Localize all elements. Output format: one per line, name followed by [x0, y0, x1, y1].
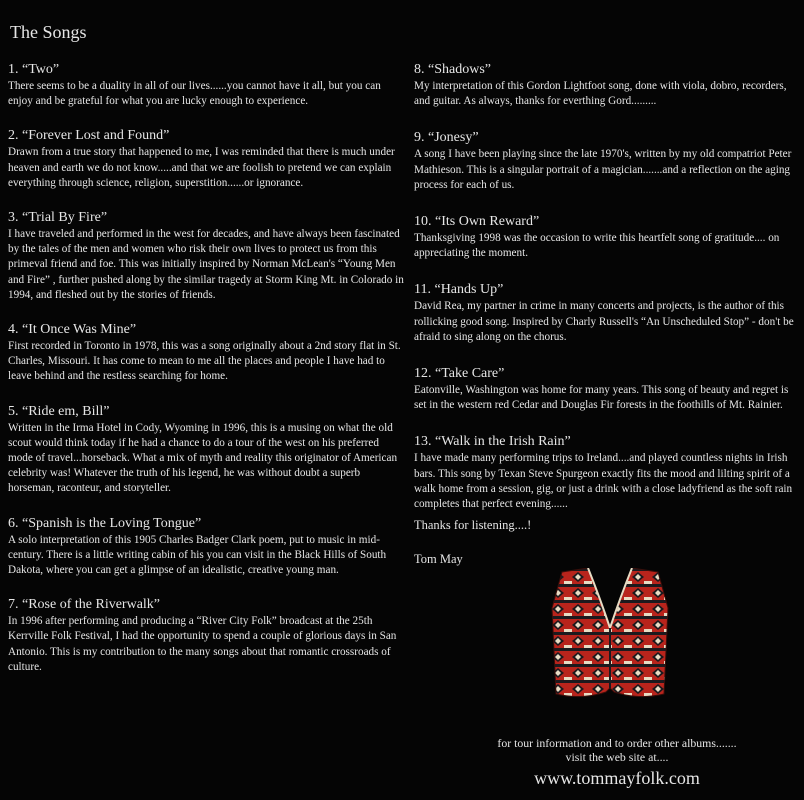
website-link[interactable]: www.tommayfolk.com: [534, 768, 700, 788]
song-description: I have traveled and performed in the west for decades, and have always been fascinated by the tales of the men and women who risk their own lives to protect us from this primeval friend and foe. This was initially inspired by Norman McLean's “Young Men and Fire” , further pushed along by the similar tragedy at Storm King Mt. in Colorado in 1994, and fleshed out by the stories of friends.: [8, 228, 404, 301]
song-item: [414, 282, 800, 345]
song-item: [414, 434, 800, 512]
song-item: [8, 62, 404, 109]
song-title: 6. “Spanish is the Loving Tongue”: [8, 515, 202, 531]
song-title: 3. “Trial By Fire”: [8, 210, 108, 226]
signature: Tom May: [414, 552, 463, 566]
promo-line-2: visit the web site at....: [565, 750, 669, 764]
song-description: I have made many performing trips to Ireland....and played countless nights in Irish bars. This song by Texan Steve Spurgeon exactly fits the mood and lilting spirit of a walk home from a session, gig, or just a drink with a close ladyfriend as the soft rain completes that perfect evening......: [414, 452, 793, 511]
promo-text: [440, 736, 794, 764]
song-title: 4. “It Once Was Mine”: [8, 322, 137, 338]
song-title: 5. “Ride em, Bill”: [8, 403, 110, 419]
song-description: Thanksgiving 1998 was the occasion to write this heartfelt song of gratitude.... on appreciating the moment.: [414, 232, 780, 260]
song-description: David Rea, my partner in crime in many concerts and projects, is the author of this rollicking good song. Inspired by Charly Russell's “An Unscheduled Stop” - don't be afraid to sing along on the chorus.: [414, 300, 794, 343]
songs-column-left: [8, 62, 404, 694]
song-title: 10. “Its Own Reward”: [414, 214, 540, 230]
song-item: [414, 366, 800, 413]
song-description: Written in the Irma Hotel in Cody, Wyoming in 1996, this is a musing on what the old scout would think today if he had a chance to do a tour of the west on his preferred mode of travel...horseback. What a mix of myth and reality this originator of American celebrity was! Whatever the truth of his legend, he was without doubt a superb horseman, raconteur, and storyteller.: [8, 421, 398, 495]
song-item: [8, 404, 404, 497]
song-title: 7. “Rose of the Riverwalk”: [8, 597, 161, 613]
song-title: 9. “Jonesy”: [414, 130, 479, 146]
promo-line-1: for tour information and to order other albums.......: [497, 736, 737, 750]
song-item: [8, 210, 404, 303]
song-description: Eatonville, Washington was home for many years. This song of beauty and regret is set in the western red Cedar and Douglas Fir forests in the foothills of Mt. Rainier.: [414, 384, 789, 412]
song-description: In 1996 after performing and producing a “River City Folk” broadcast at the 25th Kerrville Folk Festival, I had the opportunity to spend a couple of glorious days in San Antonio. This is my contribution to the many songs about that romantic crossroads of culture.: [8, 615, 397, 673]
song-title: 12. “Take Care”: [414, 366, 505, 382]
song-item: [414, 130, 800, 193]
song-item: [8, 322, 404, 385]
song-title: 1. “Two”: [8, 62, 60, 77]
song-item: [414, 62, 800, 109]
song-description: My interpretation of this Gordon Lightfoot song, done with viola, dobro, recorders, and guitar. As always, thanks for everthing Gord.........: [414, 80, 787, 108]
vest-photo: [548, 568, 672, 700]
song-item: [8, 128, 404, 191]
song-description: First recorded in Toronto in 1978, this was a song originally about a 2nd story flat in St. Charles, Missouri. It has come to mean to me all the places and people I have had to leave behind and the restless searching for home.: [8, 340, 401, 383]
song-item: [414, 214, 800, 261]
song-item: [8, 516, 404, 579]
song-title: 8. “Shadows”: [414, 62, 491, 77]
song-description: There seems to be a duality in all of our lives......you cannot have it all, but you can enjoy and be grateful for what you are lucky enough to experience.: [8, 80, 381, 108]
song-title: 11. “Hands Up”: [414, 282, 504, 298]
song-description: Drawn from a true story that happened to me, I was reminded that there is much under heaven and earth we do not know.....and that we are foolish to pretend we can explain everything through science, religion, superstition......or ignorance.: [8, 146, 395, 189]
song-description: A solo interpretation of this 1905 Charles Badger Clark poem, put to music in mid-century. There is a little writing cabin of his you can visit in the Black Hills of South Dakota, where you can get a glimpse of an idealistic, creative young man.: [8, 533, 387, 577]
song-item: [8, 597, 404, 675]
song-title: 13. “Walk in the Irish Rain”: [414, 434, 571, 450]
page-title: The Songs: [10, 22, 87, 42]
songs-column-right: [414, 62, 800, 533]
thanks-note: Thanks for listening....!: [414, 518, 532, 532]
song-title: 2. “Forever Lost and Found”: [8, 128, 170, 144]
song-description: A song I have been playing since the late 1970's, written by my old compatriot Peter Mathieson. This is a singular portrait of a magician.......and a reflection on the aging process for each of us.: [414, 148, 792, 191]
